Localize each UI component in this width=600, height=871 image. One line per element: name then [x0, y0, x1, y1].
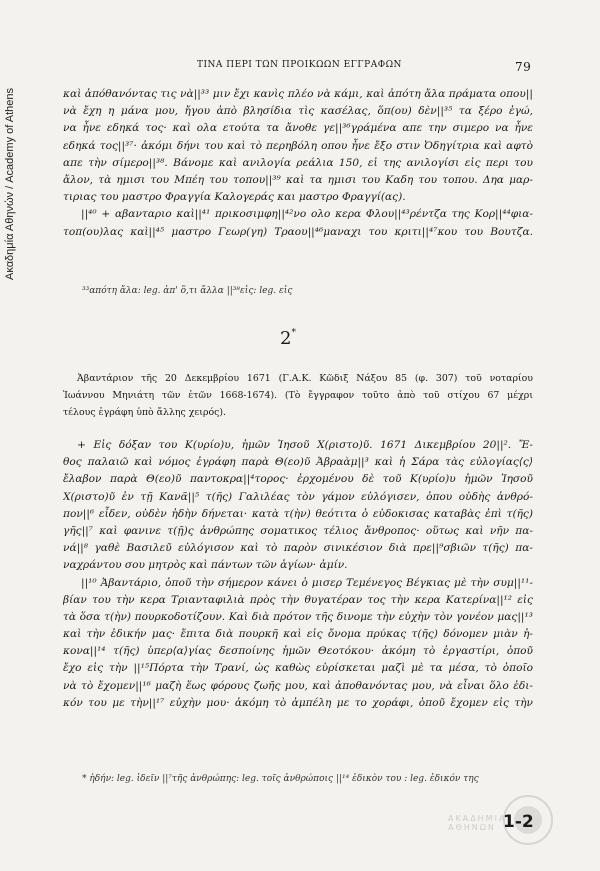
- body-line: καὶ τὴν ἐδικήν μας· ἔπιτα διὰ πουρκῆ καὶ εἰς ὄνομα πρύκας τ(ῆς) δόνομεν μιὰν ἠ-: [63, 628, 533, 641]
- text-line: τιριας του μαστρο Φραγγία Καλογεράς και μαστρο Φραγγί(ας).: [63, 191, 406, 204]
- body-line: ||¹⁰ Ἀβαντάριο, ὁποῦ τὴν σήμερον κάνει ὁ μισερ Τεμένεγος Βέγκιας μὲ τὴν συμ||¹¹-: [81, 576, 533, 589]
- section-number-value: 2: [280, 328, 292, 349]
- top-text-block: [63, 86, 533, 241]
- body-line: Χ(ριστο)ῦ ἐν τῇ Κανᾶ||⁵ τ(ῆς) Γαλιλέας τὸν γάμον εὐλόγισεν, ὁπου οὐδὴς ἀνθρό-: [63, 490, 533, 503]
- section-number: [280, 328, 296, 349]
- header-line: Ἰωάννου Μηνιάτη τῶν ἐτῶν 1668-1674). (Τὸ ἔγγραφον τοῦτο ἀπὸ τοῦ στίχου 67 μέχρι: [63, 390, 533, 402]
- text-line: ||⁴⁰ + αβανταριο καὶ||⁴¹ πρικοσιμφη||⁴²νο ολο κερα Φλου||⁴³ρέντζα της Κορ||⁴⁴φια-: [81, 208, 533, 221]
- page-number: 79: [515, 60, 532, 74]
- footnote-line: * ἠδήν: leg. ἰδεῖν ||⁷τῆς ἀνθρώπης: leg. τοῖς ἀνθρώποις ||¹⁴ ἐδικὸν του : leg. ἐδικόν της: [82, 774, 479, 784]
- header-line: τέλους ἐγράφη ὑπὸ ἄλλης χειρός).: [63, 407, 227, 419]
- body-line: κόν του με τὴν||¹⁷ εὐχὴν μου· ἀκόμη τὸ ἀμπέλη με το χοράφι, ὁποῦ ἔχομεν εἰς τὴν: [63, 696, 533, 709]
- body-line: ναχράντου σου μητρὸς καὶ πάντων τῶν ἁγίων· ἀμίν.: [63, 559, 348, 572]
- body-line: γῆς||⁷ καὶ φανινε τ(ῇ)ς ἀνθρώπης σοματικος τέλιος ἄνθροπος· οὕτως καὶ νῆν πα-: [63, 524, 533, 537]
- running-title: ΤΙΝΑ ΠΕΡΙ ΤΩΝ ΠΡΟΙΚΩΩΝ ΕΓΓΡΑΦΩΝ: [197, 60, 402, 70]
- apparatus-note-top: [82, 283, 552, 300]
- signature-code: 1-2: [503, 812, 534, 832]
- header-line: Ἀβαντάριον τῆς 20 Δεκεμβρίου 1671 (Γ.Α.Κ. Κῶδιξ Νάξου 85 (φ. 307) τοῦ νοταρίου: [77, 373, 533, 384]
- text-line: εδηκά τος||³⁷· ἀκόμι δήνι του καὶ τὸ περηβόλη οπου ἦνε ἔξο στιν Ὀδηγίτρια καὶ αφτὸ: [63, 139, 533, 152]
- text-line: καὶ ἀπόθανόντας τις νὰ||³³ μιν ἔχι κανὶς πλέο νὰ κάμι, καὶ ἀπότη ἄλα πράματα οπου||: [63, 88, 533, 100]
- archive-side-label: Ακαδημία Αθηνών / Academy of Athens: [4, 87, 16, 280]
- text-line: ἄλον, τὰ ημισι του Μπέη του τοπου||³⁹ καὶ τα ημισι του Καδη του τοπου. Δηα μαρ-: [63, 173, 533, 186]
- body-line: ἔχο εἰς τὴν ||¹⁵Πόρτα τὴν Τρανί, ὡς καθὼς εὑρίσκεται μαζὶ μὲ τα μέσα, τὸ ὁποῖο: [63, 662, 533, 675]
- apparatus-note-bottom: [82, 771, 532, 788]
- text-line: νὰ ἔχη η μάνα μου, ἤγου ἀπὸ βλησίδια τὶς κασέλας, ὅπ(ου) δὲν||³⁵ τα ξέρο ἐγώ,: [63, 105, 533, 118]
- text-line: τοπ(ου)λας καὶ||⁴⁵ μαστρο Γεωρ(γη) Τραου||⁴⁶μαναχι του κριτι||⁴⁷κου του Βουτζα.: [63, 225, 533, 238]
- body-line: θος παλαιῶ καὶ νόμος ἐγράφη παρὰ Θ(εο)ῦ Ἀβραὰμ||³ καὶ ἡ Σάρα τὰς εὐλογίας⟨ς⟩: [63, 456, 533, 469]
- document-body: [63, 437, 533, 712]
- body-line: νά||⁸ γαθὲ Βασιλεῦ εὐλόγισον καὶ τὸ παρὸν σινικέσιον διὰ πρε||⁹σβιῶν τ(ῆς) πα-: [63, 542, 533, 555]
- body-line: ἔλαβον παρὰ Θ(εο)ῦ παντοκρα||⁴τορος· ἐρχομένου δὲ τοῦ Κ(υρίο)υ ἡμῶν Ἰησοῦ: [63, 473, 533, 486]
- footnote-line: ³³απότη ἄλα: leg. ἀπ' ὅ,τι ἄλλα ||³⁸εἰς: leg. εἰς: [82, 286, 293, 296]
- body-line: νὰ τὸ ἔχομεν||¹⁶ μαζὴ ἕως φόρους ζωῆς μου, καὶ ἀποθανόντας μου, νὰ εἶναι ὅλο ἐδι-: [63, 679, 533, 692]
- text-line: απε τὴν σίμερο||³⁸. Βάνομε καὶ ανιλογία ρεάλια 150, εἰ της ανιλογίσι εἰς περι του: [63, 156, 533, 169]
- body-line: πον||⁶ εἶδεν, οὐδὲν ἠδὴν δήνεται· κατὰ τ(ὴν) θεότιτα ὁ εὐδοκισας καταβὰς ἐπὶ τ(ῆς): [63, 507, 533, 520]
- body-line: τὰ ὅσα τ(ὴν) πουρκοδοτίζουν. Καὶ διὰ πρότον τῆς δινομε τὴν εὐχὴν τὸν γονέον μας||¹³: [63, 610, 533, 623]
- text-line: να ἦνε εδηκά τος· καὶ ολα ετούτα τα ἄνοθε γε||³⁶γράμένα απε την σιμερο να ἦνε: [63, 122, 533, 135]
- body-line: + Εἰς δόξαν του Κ(υρίο)υ, ἡμῶν Ἰησοῦ Χ(ριστο)ῦ. 1671 Δικεμβρίου 20||². Ἔ-: [77, 439, 533, 451]
- document-header-paragraph: [63, 371, 533, 420]
- watermark-text: ΑΚΑΔΗΜΙΑ ΑΘΗΝΩΝ: [448, 814, 507, 832]
- body-line: κονα||¹⁴ τ(ῆς) ὑπερ⟨α⟩γίας δεσποίνης ἡμῶν Θεοτόκου· ἀκόμη τὸ ἐργαστίρι, ὁποῦ: [63, 645, 533, 658]
- section-mark: *: [291, 328, 296, 338]
- body-line: βίαν του τὴν κερα Τριανταφιλιὰ πρὸς τὴν θυγατέραν τος τὴν κερα Κατερίνα||¹² εἰς: [63, 593, 533, 606]
